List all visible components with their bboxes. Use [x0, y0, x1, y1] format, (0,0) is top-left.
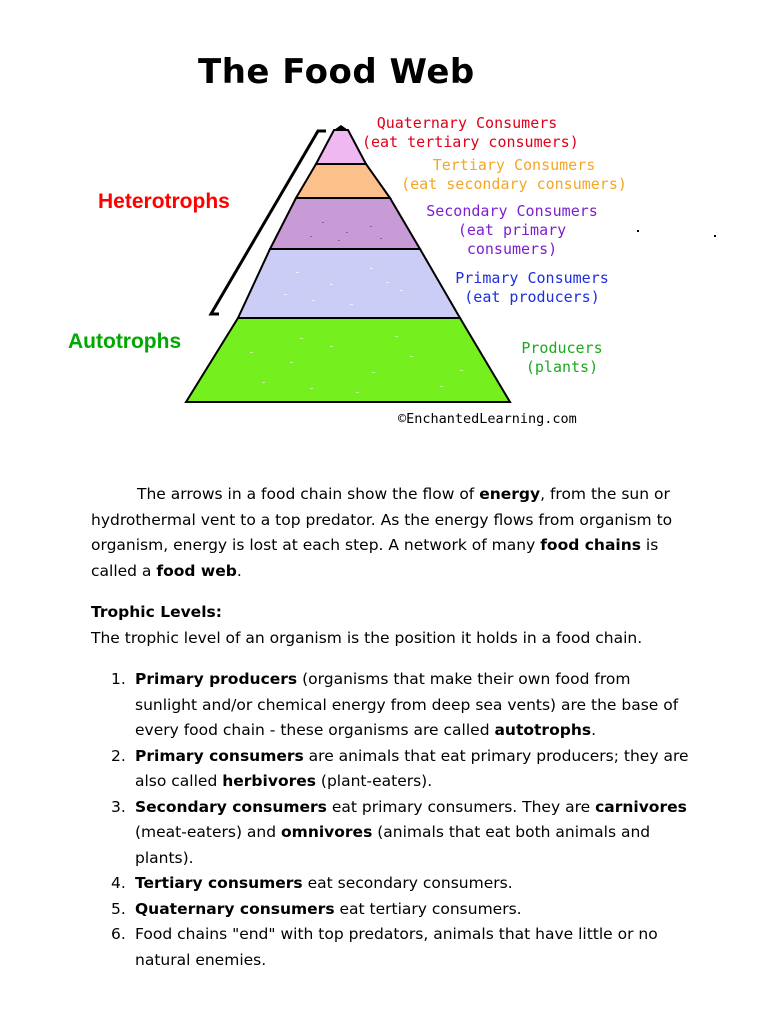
secondary-consumers-note-line2: consumers) [466, 240, 558, 258]
list-text: eat tertiary consumers. [334, 899, 522, 918]
list-bold-term: Tertiary consumers [135, 874, 303, 892]
producers-name: Producers [521, 339, 603, 357]
quaternary-consumers-label [362, 114, 579, 152]
list-text: . [591, 721, 597, 739]
tier-secondary-consumers [270, 198, 420, 249]
tertiary-consumers-label [395, 156, 633, 194]
intro-bold-food-chains: food chains [540, 536, 641, 554]
list-item [91, 795, 691, 872]
intro-text-3: is called a [91, 536, 659, 580]
producers-label [510, 339, 614, 377]
list-text: (organisms that make their own food from sunlight and/or chemical energy from deep sea vents) are the base of every food chain - these organisms are called [135, 670, 679, 739]
list-bold-term: autotrophs [494, 721, 592, 739]
copyright-credit: ©EnchantedLearning.com [398, 411, 577, 427]
trophic-levels-heading: Trophic Levels: [91, 603, 222, 621]
trophic-levels-list [91, 667, 691, 973]
tier-primary-consumers [238, 249, 460, 318]
tier-producers [186, 318, 510, 402]
primary-consumers-note: (eat producers) [464, 288, 600, 306]
primary-consumers-name: Primary Consumers [455, 269, 609, 287]
list-item [91, 744, 691, 795]
quaternary-consumers-name: Quaternary Consumers [376, 114, 558, 132]
quaternary-consumers-note: (eat tertiary consumers) [362, 133, 579, 151]
list-number: 3. [111, 797, 126, 816]
list-text: eat primary consumers. They are [326, 797, 596, 816]
intro-text-2: , from the sun or hydrothermal vent to a top predator. As the energy flows from organism to organism, energy is lost at each step. A network of many [91, 485, 673, 554]
list-text: are animals that eat primary producers; they are also called [135, 746, 689, 790]
body-text [91, 482, 691, 973]
secondary-consumers-label [412, 202, 612, 259]
tier-quaternary-consumers [316, 130, 366, 164]
list-number: 6. [111, 925, 126, 943]
list-item [91, 667, 691, 744]
trophic-levels-definition: The trophic level of an organism is the position it holds in a food chain. [91, 628, 643, 647]
list-number: 4. [111, 874, 126, 892]
list-number: 5. [111, 899, 126, 918]
list-number: 2. [111, 746, 126, 765]
producers-note: (plants) [525, 358, 599, 376]
primary-consumers-label [444, 269, 620, 307]
list-bold-term: omnivores [281, 823, 373, 841]
list-bold-term: Primary consumers [135, 746, 304, 765]
stray-dot [714, 235, 716, 237]
secondary-consumers-note-line1: (eat primary [457, 221, 567, 239]
list-text: (meat-eaters) and [135, 823, 282, 841]
list-text: eat secondary consumers. [302, 874, 513, 892]
list-bold-term: Primary producers [135, 670, 298, 688]
intro-text-4: . [236, 561, 242, 580]
autotrophs-label: Autotrophs [68, 330, 182, 353]
figure-title: The Food Web [198, 52, 475, 92]
tertiary-consumers-name: Tertiary Consumers [432, 156, 596, 174]
intro-paragraph [91, 482, 691, 584]
list-bold-term: Secondary consumers [135, 797, 327, 816]
list-item [91, 897, 691, 923]
tertiary-consumers-note: (eat secondary consumers) [401, 175, 627, 193]
intro-text-1: The arrows in a food chain show the flow of [137, 485, 480, 503]
list-text: (animals that eat both animals and plants). [135, 823, 651, 867]
list-number: 1. [111, 670, 126, 688]
intro-bold-food-web: food web [156, 561, 237, 580]
list-bold-term: herbivores [222, 772, 316, 790]
list-item [91, 922, 691, 973]
stray-dot [637, 230, 639, 232]
list-item [91, 871, 691, 897]
intro-bold-energy: energy [479, 485, 541, 503]
list-text: Food chains "end" with top predators, animals that have little or no natural enemies. [135, 925, 658, 969]
food-web-figure [0, 0, 770, 440]
heterotrophs-label: Heterotrophs [98, 190, 230, 213]
secondary-consumers-name: Secondary Consumers [426, 202, 598, 220]
list-bold-term: Quaternary consumers [135, 899, 335, 918]
list-bold-term: carnivores [595, 797, 687, 816]
tier-tertiary-consumers [296, 164, 390, 198]
list-text: (plant-eaters). [315, 772, 433, 790]
